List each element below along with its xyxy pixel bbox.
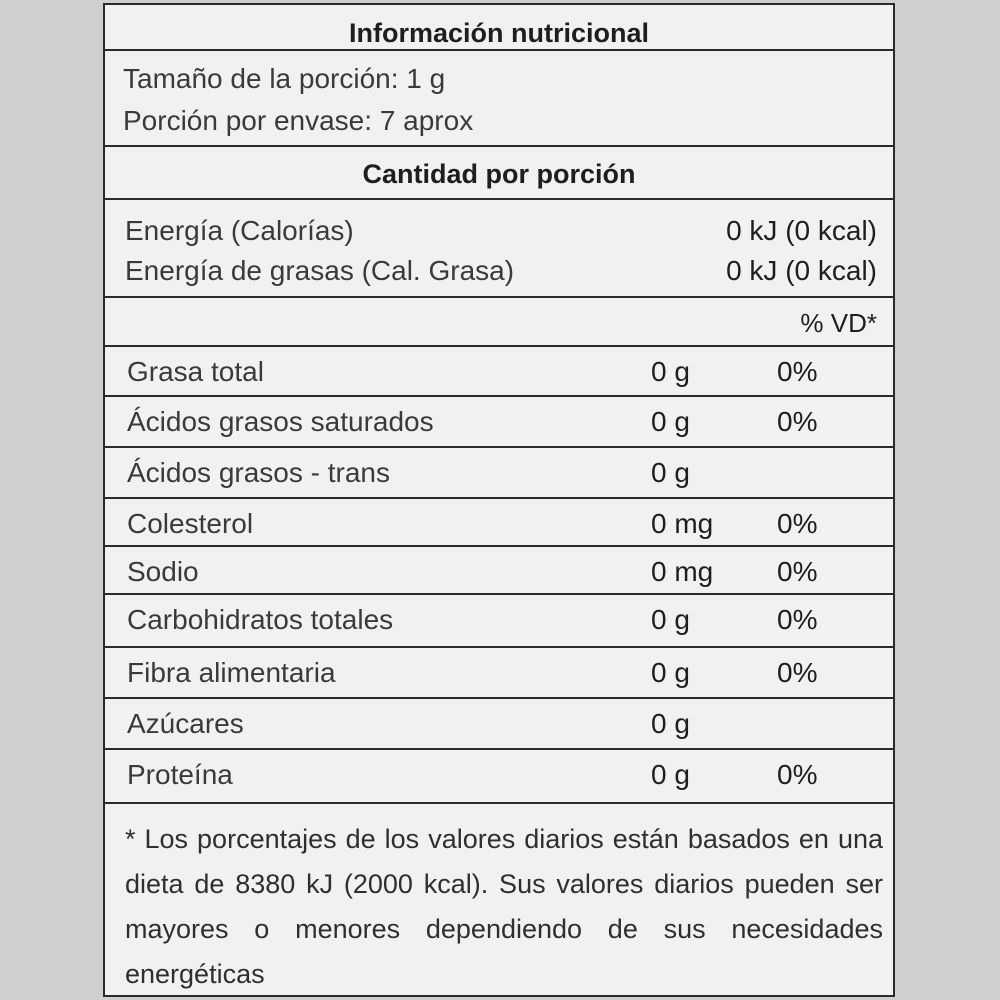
divider [105, 802, 893, 804]
nutrient-amount: 0 g [651, 708, 690, 739]
divider [105, 49, 893, 51]
nutrient-daily-value: 0% [777, 759, 818, 790]
nutrient-row [105, 648, 893, 698]
nutrient-row [105, 547, 893, 597]
nutrient-daily-value: 0% [777, 508, 818, 539]
nutrient-name: Proteína [127, 759, 233, 790]
nutrient-amount: 0 g [651, 604, 690, 635]
nutrient-amount: 0 mg [651, 556, 714, 587]
nutrient-daily-value: 0% [777, 556, 818, 587]
nutrient-row [105, 448, 893, 498]
nutrient-amount: 0 g [651, 657, 690, 688]
divider [105, 198, 893, 200]
nutrient-row [105, 499, 893, 549]
nutrient-name: Azúcares [127, 708, 244, 739]
nutrient-amount: 0 g [651, 457, 690, 488]
serving-size: Tamaño de la porción: 1 g [123, 63, 446, 94]
nutrient-daily-value: 0% [777, 604, 818, 635]
daily-value-footnote: * Los porcentajes de los valores diarios están basados en una dieta de 8380 kJ (2000 kcal). Sus valores diarios pueden ser mayores o menores dependiendo de sus necesidades energéticas [125, 824, 883, 989]
energy-fat-label: Energía de grasas (Cal. Grasa) [125, 255, 515, 286]
energy-calories-label: Energía (Calorías) [125, 215, 354, 246]
nutrient-daily-value: 0% [777, 356, 818, 387]
nutrient-name: Colesterol [127, 508, 254, 539]
nutrient-name: Ácidos grasos saturados [127, 406, 434, 437]
nutrient-daily-value: 0% [777, 406, 818, 437]
divider [105, 145, 893, 147]
amount-per-serving-heading: Cantidad por porción [362, 159, 636, 189]
nutrient-name: Grasa total [127, 356, 264, 387]
nutrient-daily-value: 0% [777, 657, 818, 688]
nutrient-row [105, 397, 893, 447]
energy-calories-value: 0 kJ (0 kcal) [726, 215, 877, 246]
nutrient-row [105, 699, 893, 749]
divider [105, 296, 893, 298]
nutrient-row [105, 347, 893, 397]
nutrient-amount: 0 g [651, 759, 690, 790]
nutrient-row [105, 750, 893, 800]
energy-fat-value: 0 kJ (0 kcal) [726, 255, 877, 286]
nutrient-row [105, 595, 893, 645]
label-title: Información nutricional [348, 18, 650, 48]
nutrient-amount: 0 g [651, 356, 690, 387]
nutrient-name: Fibra alimentaria [127, 657, 336, 688]
servings-per-container: Porción por envase: 7 aprox [123, 105, 474, 136]
daily-value-heading: % VD* [800, 308, 877, 338]
nutrient-name: Carbohidratos totales [127, 604, 394, 635]
nutrient-amount: 0 g [651, 406, 690, 437]
nutrient-name: Sodio [127, 556, 199, 587]
nutrient-name: Ácidos grasos - trans [127, 457, 390, 488]
nutrient-amount: 0 mg [651, 508, 714, 539]
nutrition-facts-label [103, 3, 895, 997]
